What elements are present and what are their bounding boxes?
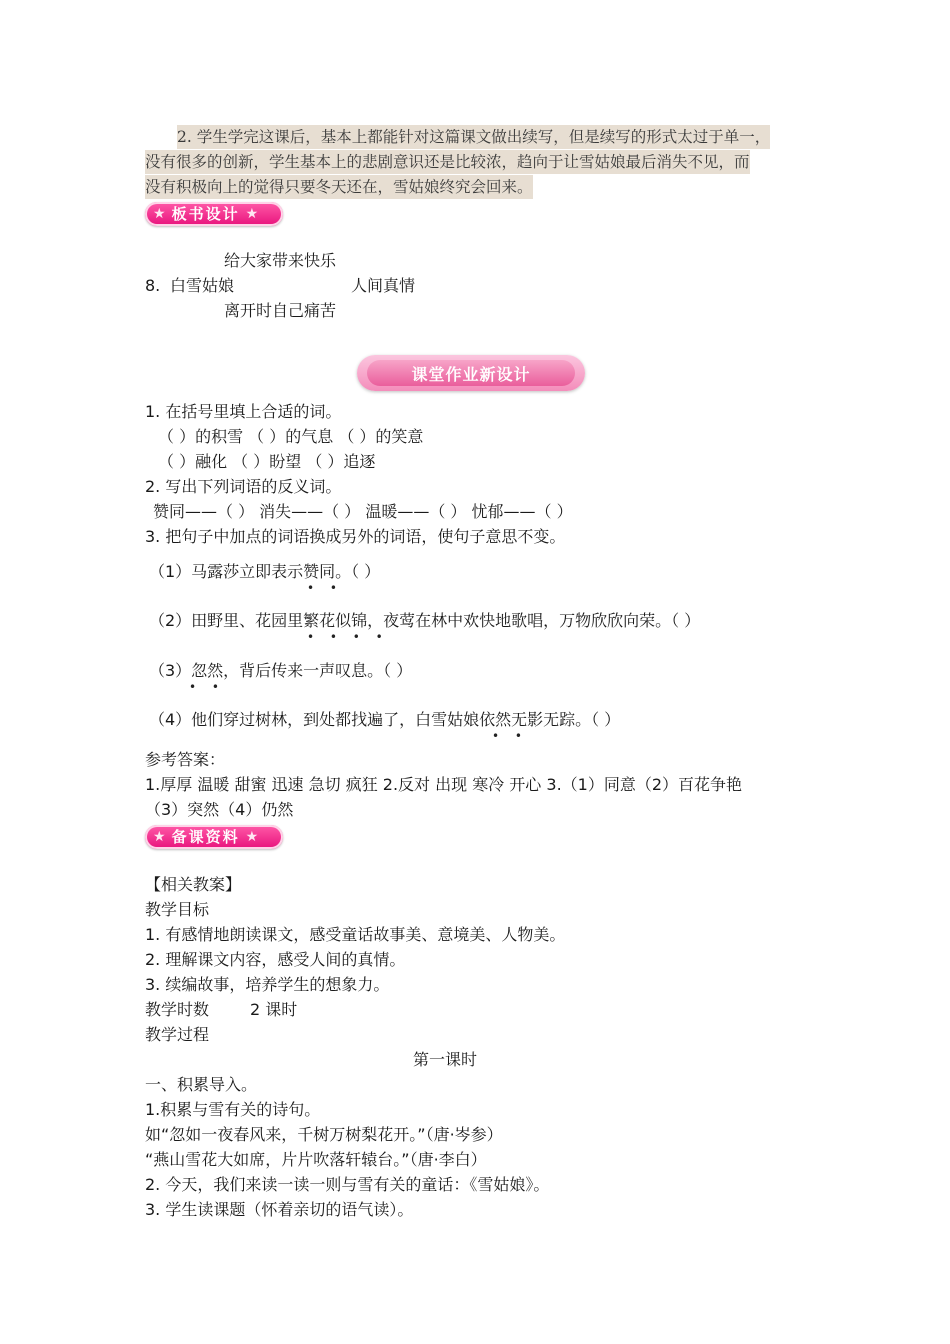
poem-2: “燕山雪花大如席，片片吹落轩辕台。”（唐·李白） — [145, 1150, 487, 1169]
hours-value: 2 课时 — [250, 1000, 298, 1019]
question-1: 1. 在括号里填上合适的词。 — [145, 402, 342, 421]
sentence-2: （2）田野里、花园里繁花似锦，夜莺在林中欢快地歌唱，万物欣欣向荣。（ ） — [149, 611, 701, 630]
goal-3: 3. 续编故事，培养学生的想象力。 — [145, 975, 390, 994]
board-design-badge — [145, 202, 283, 226]
board-right: 人间真情 — [351, 276, 416, 295]
question-3: 3. 把句子中加点的词语换成另外的词语，使句子意思不变。 — [145, 527, 566, 546]
process-title: 教学过程 — [145, 1025, 210, 1044]
hours-label: 教学时数 — [145, 1000, 210, 1019]
answers-line-2: （3）突然（4）仍然 — [145, 800, 294, 819]
board-design-label: 板书设计 — [171, 205, 240, 223]
sentence-4: （4）他们穿过树林，到处都找遍了，白雪姑娘依然无影无踪。（ ） — [149, 710, 621, 729]
question-2-row: 赞同——（ ） 消失——（ ） 温暖——（ ） 忧郁——（ ） — [153, 502, 573, 521]
emphasis-dots: • • — [492, 729, 528, 743]
goals-title: 教学目标 — [145, 900, 210, 919]
lesson-1-title: 第一课时 — [412, 1050, 477, 1069]
reflection-line-2: 没有很多的创新，学生基本上的悲剧意识还是比较浓，趋向于让雪姑娘最后消失不见，而 — [145, 150, 750, 174]
related-plan-title: 【相关教案】 — [145, 875, 242, 894]
sentence-1: （1）马露莎立即表示赞同。（ ） — [149, 562, 381, 581]
question-2: 2. 写出下列词语的反义词。 — [145, 477, 342, 496]
emphasis-dots: • • • • — [307, 630, 389, 644]
question-1-row-2: （ ）融化 （ ）盼望 （ ）追逐 — [158, 452, 376, 471]
board-number: 8. — [145, 276, 161, 295]
prep-materials-badge — [145, 825, 283, 849]
question-1-row-1: （ ）的积雪 （ ）的气息 （ ）的笑意 — [158, 427, 424, 446]
emphasis-dots: • • — [307, 581, 343, 595]
star-icon: ★ — [153, 829, 166, 845]
poem-1: 如“忽如一夜春风来，千树万树梨花开。”（唐·岑参） — [145, 1125, 503, 1144]
star-icon: ★ — [153, 206, 166, 222]
reflection-line-1: 2. 学生学完这课后，基本上都能针对这篇课文做出续写，但是续写的形式太过于单一， — [177, 125, 770, 149]
poem-intro: 1.积累与雪有关的诗句。 — [145, 1100, 321, 1119]
step-2: 2. 今天，我们来读一读一则与雪有关的童话：《雪姑娘》。 — [145, 1175, 550, 1194]
prep-materials-label: 备课资料 — [171, 828, 240, 846]
step-3: 3. 学生读课题（怀着亲切的语气读）。 — [145, 1200, 414, 1219]
sentence-3: （3）忽然，背后传来一声叹息。（ ） — [149, 661, 413, 680]
board-top: 给大家带来快乐 — [224, 251, 337, 270]
emphasis-dots: • • — [189, 680, 225, 694]
star-icon: ★ — [245, 206, 259, 222]
board-title: 白雪姑娘 — [170, 276, 235, 295]
goal-2: 2. 理解课文内容，感受人间的真情。 — [145, 950, 406, 969]
step-1: 一、积累导入。 — [145, 1075, 258, 1094]
answers-line-1: 1.厚厚 温暖 甜蜜 迅速 急切 疯狂 2.反对 出现 寒冷 开心 3.（1）同意（2）百花争艳 — [145, 775, 743, 794]
goal-1: 1. 有感情地朗读课文，感受童话故事美、意境美、人物美。 — [145, 925, 566, 944]
homework-banner — [357, 355, 585, 391]
board-bottom: 离开时自己痛苦 — [224, 301, 337, 320]
reflection-line-3: 没有积极向上的觉得只要冬天还在，雪姑娘终究会回来。 — [145, 175, 533, 199]
homework-banner-label: 课堂作业新设计 — [411, 364, 531, 384]
star-icon: ★ — [245, 829, 259, 845]
answers-label: 参考答案： — [145, 750, 226, 769]
